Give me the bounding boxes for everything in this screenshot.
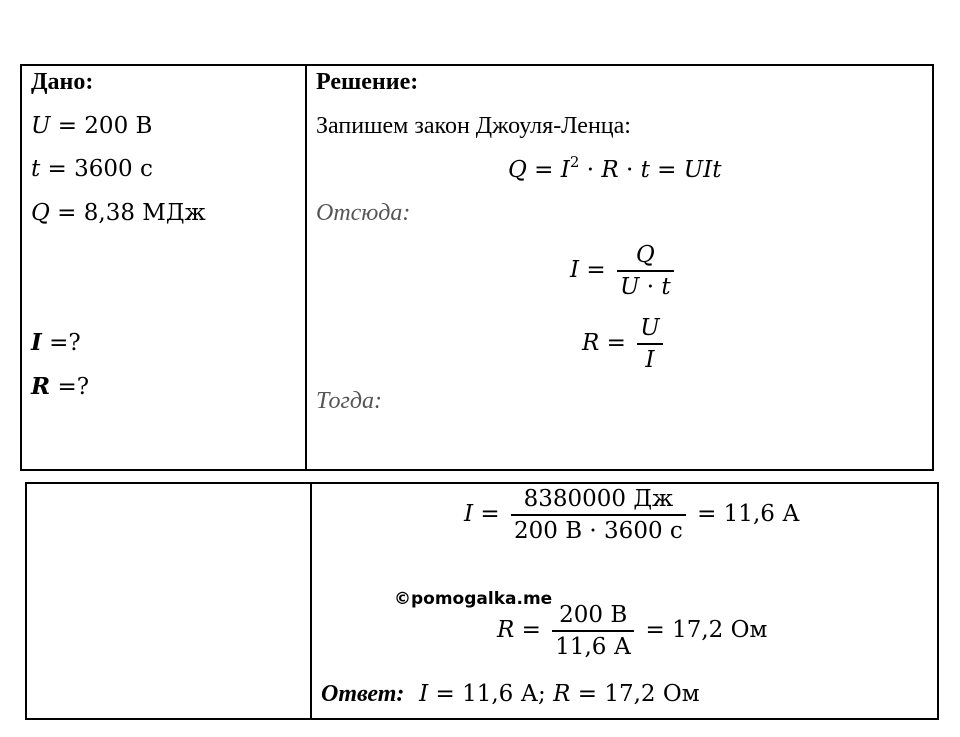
solution-intro: Запишем закон Джоуля-Ленца: xyxy=(316,113,631,139)
given-header: Дано: xyxy=(31,69,94,95)
solution-header: Решение: xyxy=(316,69,419,95)
unknown-r-mark: =? xyxy=(57,374,90,400)
calc-i-denominator: 200 В · 3600 с xyxy=(514,518,683,544)
bottom-table-divider xyxy=(310,482,312,720)
calc-i-result: = 11,6 А xyxy=(697,501,800,527)
fraction-i: $\frac{Q}{U \cdot t}$ xyxy=(617,240,674,302)
given-t-value: 3600 с xyxy=(74,156,153,182)
unknown-i-mark: =? xyxy=(49,330,81,356)
calc-r-denominator: 11,6 А xyxy=(555,634,632,660)
calc-r-numerator: 200 В xyxy=(552,600,634,632)
unknown-i: I =? xyxy=(31,329,81,356)
fraction-r: $\frac{U}{I}$ xyxy=(637,313,662,375)
answer-i-value: 11,6 А; xyxy=(462,681,546,707)
formula-r: R = $\frac{U}{I}$ xyxy=(582,313,667,375)
given-u-value: 200 В xyxy=(84,113,153,139)
formula-i: I = $\frac{Q}{U \cdot t}$ xyxy=(570,240,678,302)
solution-hence: Отсюда: xyxy=(316,200,411,226)
given-q: Q = 8,38 МДж xyxy=(31,200,206,226)
joule-lenz-formula: $Q = I^2 \cdot R \cdot t$ = UIt xyxy=(508,153,722,183)
calc-r-result: = 17,2 Ом xyxy=(645,617,768,643)
calc-i-numerator: 8380000 Дж xyxy=(511,484,686,516)
top-table-divider xyxy=(305,64,307,471)
fraction-calc-i xyxy=(511,484,686,546)
calc-r: R = $\frac{200 В}{11,6 А}$ = 17,2 Ом xyxy=(497,602,768,660)
answer-line: Ответ: I = 11,6 А; R = 17,2 Ом xyxy=(321,681,700,707)
solution-then: Тогда: xyxy=(316,388,382,414)
calc-i: I = $\frac{8380000 Дж}{200 В \cdot 3600 с}$ = 11,6 А xyxy=(464,486,800,544)
given-t: t = 3600 с xyxy=(31,156,153,182)
answer-r-value: 17,2 Ом xyxy=(604,681,700,707)
unknown-r: R =? xyxy=(31,373,90,400)
given-u: U = 200 В xyxy=(31,113,153,139)
given-q-value: 8,38 МДж xyxy=(83,200,206,226)
fraction-calc-r xyxy=(552,600,634,662)
watermark: ©pomogalka.me xyxy=(394,589,553,609)
answer-label: Ответ: xyxy=(321,681,405,707)
